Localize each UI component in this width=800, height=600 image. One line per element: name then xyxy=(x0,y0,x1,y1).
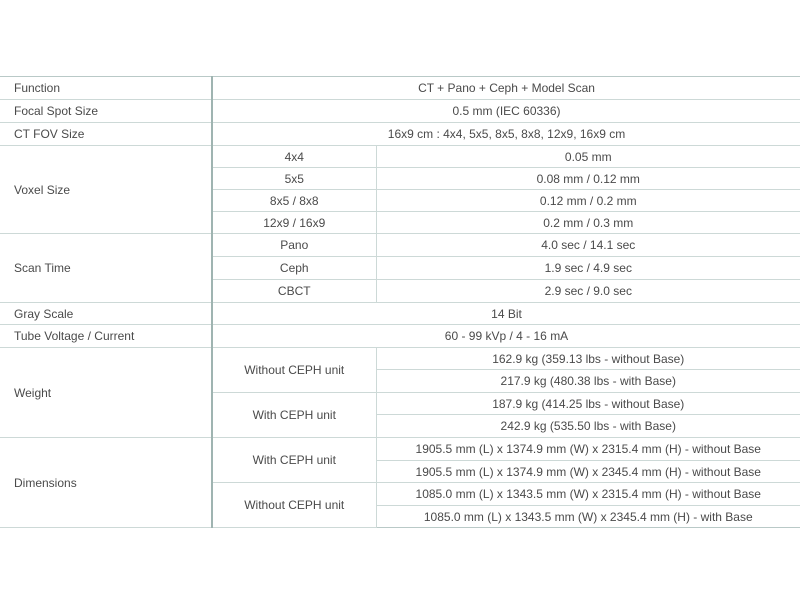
spec-value: 1085.0 mm (L) x 1343.5 mm (W) x 2345.4 mm (H) - with Base xyxy=(423,509,753,524)
spec-value: 217.9 kg (480.38 lbs - with Base) xyxy=(376,370,800,393)
spec-sublabel: Pano xyxy=(212,234,376,257)
spec-label: Focal Spot Size xyxy=(0,100,212,123)
spec-label: Function xyxy=(0,77,212,100)
spec-value: 14 Bit xyxy=(212,303,800,325)
spec-value: 1905.5 mm (L) x 1374.9 mm (W) x 2315.4 mm (H) - without Base xyxy=(376,438,800,461)
spec-label: Voxel Size xyxy=(0,146,212,234)
spec-sublabel: With CEPH unit xyxy=(212,438,376,483)
spec-label: CT FOV Size xyxy=(0,123,212,146)
spec-sublabel: 5x5 xyxy=(212,168,376,190)
spec-row-weight xyxy=(0,348,800,370)
spec-row-tube xyxy=(0,325,800,348)
spec-sublabel: Ceph xyxy=(212,257,376,280)
spec-value: 0.08 mm / 0.12 mm xyxy=(376,168,800,190)
spec-row-gray-scale xyxy=(0,303,800,325)
spec-value: 4.0 sec / 14.1 sec xyxy=(376,234,800,257)
spec-sublabel: 12x9 / 16x9 xyxy=(212,212,376,234)
spec-label: Dimensions xyxy=(0,438,212,528)
spec-value: 242.9 kg (535.50 lbs - with Base) xyxy=(376,415,800,438)
spec-value: 0.2 mm / 0.3 mm xyxy=(376,212,800,234)
spec-value: 0.12 mm / 0.2 mm xyxy=(376,190,800,212)
spec-value: 0.5 mm (IEC 60336) xyxy=(212,100,800,123)
spec-value: 16x9 cm : 4x4, 5x5, 8x5, 8x8, 12x9, 16x9 cm xyxy=(212,123,800,146)
spec-table xyxy=(0,76,800,528)
spec-sublabel: Without CEPH unit xyxy=(212,483,376,528)
spec-label: Weight xyxy=(0,348,212,438)
spec-value: 1905.5 mm (L) x 1374.9 mm (W) x 2345.4 mm (H) - without Base xyxy=(376,461,800,483)
spec-value: 1085.0 mm (L) x 1343.5 mm (W) x 2315.4 mm (H) - without Base xyxy=(376,483,800,506)
spec-row-dimensions xyxy=(0,438,800,461)
spec-label: Tube Voltage / Current xyxy=(0,325,212,348)
spec-row-voxel xyxy=(0,146,800,168)
spec-row-focal-spot xyxy=(0,100,800,123)
spec-row-ct-fov xyxy=(0,123,800,146)
spec-sublabel: With CEPH unit xyxy=(212,393,376,438)
spec-label: Scan Time xyxy=(0,234,212,303)
spec-value: CT + Pano + Ceph + Model Scan xyxy=(212,77,800,100)
spec-sublabel: 8x5 / 8x8 xyxy=(212,190,376,212)
spec-value: 2.9 sec / 9.0 sec xyxy=(376,280,800,303)
spec-row-scan-time xyxy=(0,234,800,257)
spec-value: 60 - 99 kVp / 4 - 16 mA xyxy=(212,325,800,348)
spec-sublabel: Without CEPH unit xyxy=(212,348,376,393)
spec-value: 0.05 mm xyxy=(376,146,800,168)
spec-value: 162.9 kg (359.13 lbs - without Base) xyxy=(376,348,800,370)
spec-value: 187.9 kg (414.25 lbs - without Base) xyxy=(376,393,800,415)
spec-value: 1.9 sec / 4.9 sec xyxy=(376,257,800,280)
spec-row-function xyxy=(0,77,800,100)
spec-sublabel: 4x4 xyxy=(212,146,376,168)
spec-sublabel: CBCT xyxy=(212,280,376,303)
spec-label: Gray Scale xyxy=(0,303,212,325)
